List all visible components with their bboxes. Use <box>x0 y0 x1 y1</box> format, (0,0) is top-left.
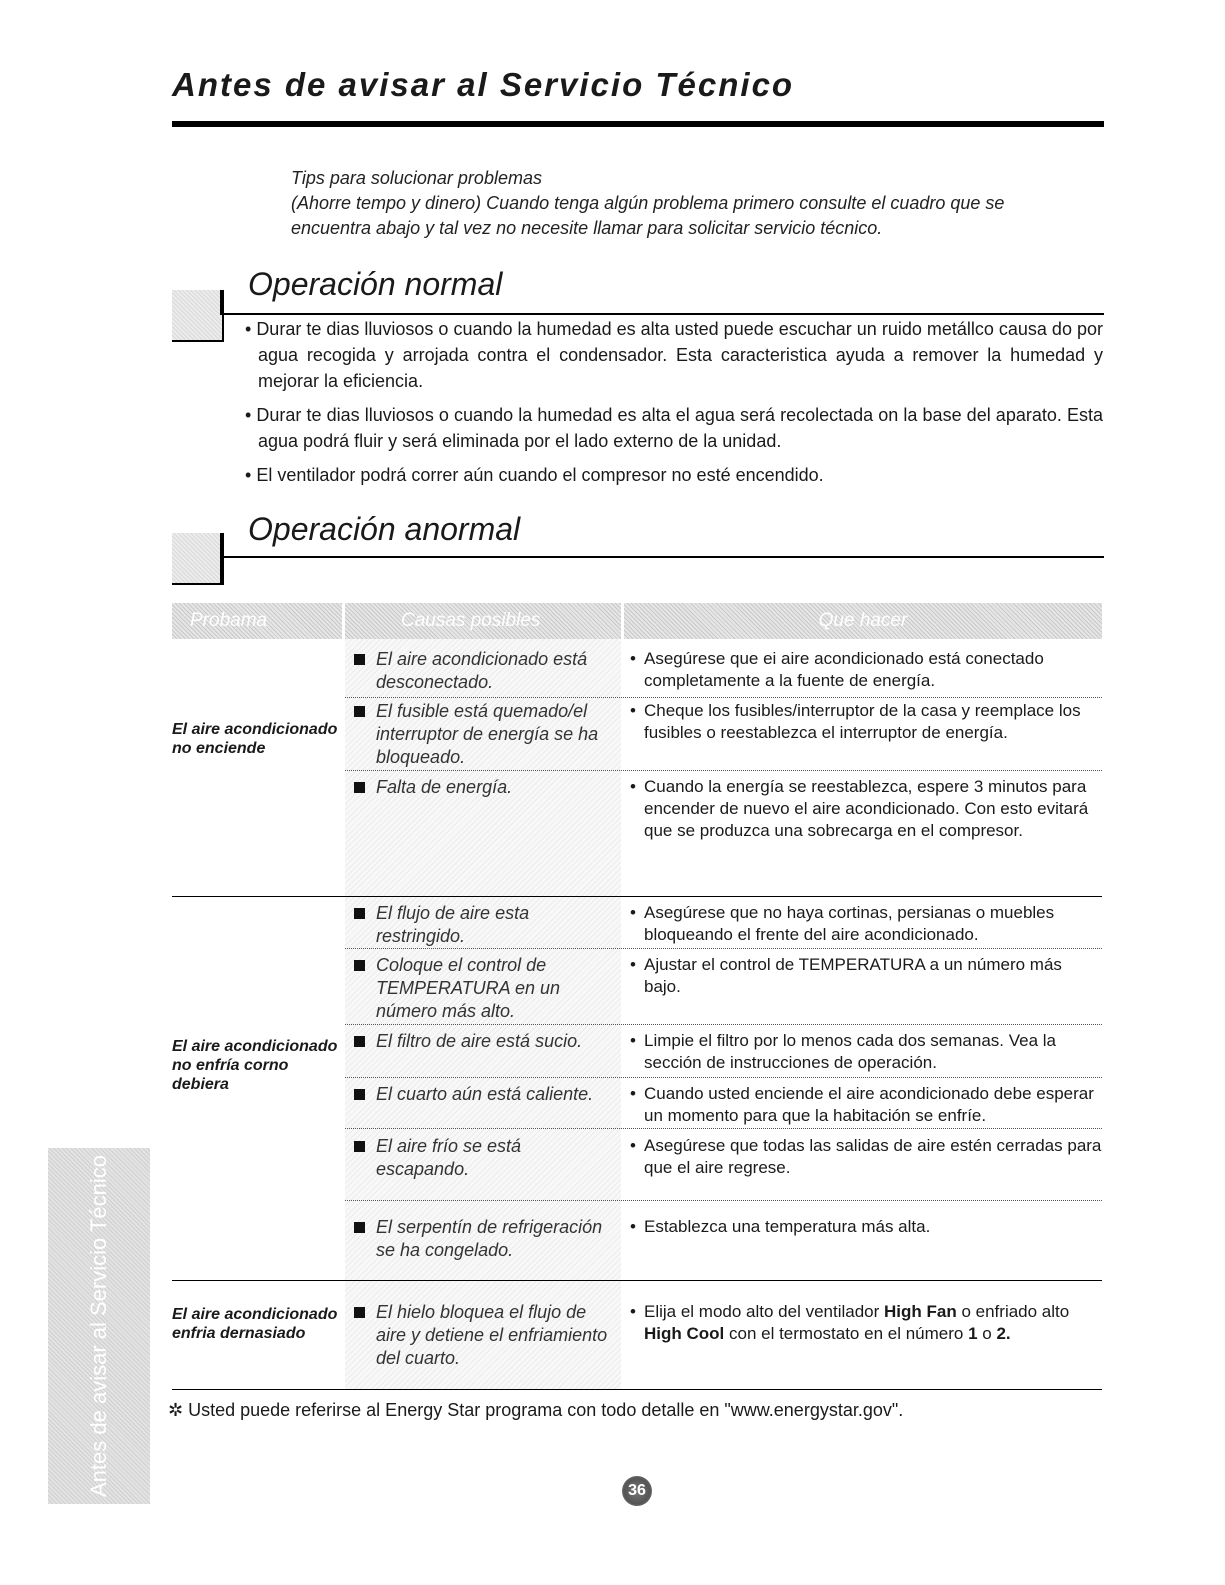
fix-mode-name: High Cool <box>644 1324 725 1343</box>
section-heading-normal: Operación normal <box>248 266 503 302</box>
cause-item: El aire acondicionado está desconectado. <box>352 648 614 694</box>
cause-item: El cuarto aún está caliente. <box>352 1083 614 1106</box>
fix-item: • Cuando usted enciende el aire acondicionado debe esperar un momento para que la habitación se enfríe. <box>630 1083 1102 1127</box>
intro-text <box>291 166 1091 241</box>
section-marker-stem <box>220 290 222 315</box>
intro-line: encuentra abajo y tal vez no necesite llamar para solicitar servicio técnico. <box>291 218 883 238</box>
intro-line: (Ahorre tempo y dinero) Cuando tenga algún problema primero consulte el cuadro que se <box>291 193 1005 213</box>
fix-item: • Asegúrese que todas las salidas de aire estén cerradas para que el aire regrese. <box>630 1135 1102 1179</box>
fix-text: Elija el modo alto del ventilador <box>644 1302 885 1321</box>
title-rule <box>172 121 1104 127</box>
cause-item: El hielo bloquea el flujo de aire y detiene el enfriamiento del cuarto. <box>352 1301 614 1370</box>
list-item: • Durar te dias lluviosos o cuando la humedad es alta el agua será recolectada on la base del aparato. Esta agua podrá fluir y será eliminada por el lado externo de la unidad. <box>245 402 1103 454</box>
list-item: • Durar te dias lluviosos o cuando la humedad es alta usted puede escuchar un ruido metállco causa do por agua recogida y arrojada contra el condensador. Esta caracteristica ayuda a remover la humedad y mejorar la eficiencia. <box>245 316 1103 394</box>
section-marker <box>172 533 224 585</box>
row-separator <box>345 1200 1102 1201</box>
intro-line: Tips para solucionar problemas <box>291 168 542 188</box>
group-separator <box>172 1280 1102 1281</box>
section-marker-stem <box>220 533 222 585</box>
section-marker <box>172 290 224 342</box>
energy-star-note: ✲ Usted puede referirse al Energy Star programa con todo detalle en "www.energystar.gov". <box>168 1400 904 1420</box>
row-separator <box>345 697 1102 698</box>
row-separator <box>345 1077 1102 1078</box>
fix-item: • Cuando la energía se reestablezca, espere 3 minutos para encender de nuevo el aire acondicionado. Con esto evitará que se produzca una sobrecarga en el compresor. <box>630 776 1102 842</box>
fix-item: • Asegúrese que ei aire acondicionado está conectado completamente a la fuente de energía. <box>630 648 1102 692</box>
table-header <box>172 603 1102 639</box>
section-rule <box>220 556 1104 558</box>
fix-item <box>630 1301 1102 1345</box>
section-heading-abnormal: Operación anormal <box>248 511 521 547</box>
problem-label: El aire acondicionado no enciende <box>172 721 338 757</box>
fix-item: • Cheque los fusibles/interruptor de la casa y reemplace los fusibles o reestablezca el interruptor de energía. <box>630 700 1102 744</box>
fix-item: • Ajustar el control de TEMPERATURA a un número más bajo. <box>630 954 1102 998</box>
group-separator <box>172 896 1102 897</box>
row-separator <box>345 1128 1102 1129</box>
normal-bullet-list <box>245 316 1103 496</box>
page-number-badge: 36 <box>622 1476 652 1506</box>
cause-item: El fusible está quemado/el interruptor de energía se ha bloqueado. <box>352 700 614 769</box>
row-separator <box>345 948 1102 949</box>
header-fix: Que hacer <box>624 603 1102 639</box>
fix-item: • Limpie el filtro por lo menos cada dos semanas. Vea la sección de instrucciones de operación. <box>630 1030 1102 1074</box>
section-rule <box>220 313 1104 315</box>
fix-text: o <box>977 1324 997 1343</box>
header-problem: Probama <box>172 603 342 639</box>
cause-item: Falta de energía. <box>352 776 614 799</box>
fix-setting-value: 1 <box>968 1324 978 1343</box>
cause-item: El filtro de aire está sucio. <box>352 1030 614 1053</box>
fix-text: con el termostato en el número <box>724 1324 969 1343</box>
cause-item: El flujo de aire esta restringido. <box>352 902 614 948</box>
fix-mode-name: High Fan <box>884 1302 957 1321</box>
cause-item: El aire frío se está escapando. <box>352 1135 614 1181</box>
header-causes: Causas posibles <box>345 603 621 639</box>
problem-label: El aire acondicionado enfria dernasiado <box>172 1306 338 1342</box>
fix-item: • Asegúrese que no haya cortinas, persianas o muebles bloqueando el frente del aire acondicionado. <box>630 902 1102 946</box>
side-tab-label: Antes de avisar al Servicio Técnico <box>86 1155 111 1497</box>
fix-setting-value: 2. <box>996 1324 1011 1343</box>
cause-item: El serpentín de refrigeración se ha congelado. <box>352 1216 614 1262</box>
page-title: Antes de avisar al Servicio Técnico <box>172 66 795 103</box>
problem-label: El aire acondicionado no enfría corno debiera <box>172 1038 338 1093</box>
fix-text: o enfriado alto <box>956 1302 1070 1321</box>
table-bottom-rule <box>172 1389 1102 1390</box>
cause-item: Coloque el control de TEMPERATURA en un número más alto. <box>352 954 614 1023</box>
fix-item: • Establezca una temperatura más alta. <box>630 1216 1102 1238</box>
list-item: • El ventilador podrá correr aún cuando el compresor no esté encendido. <box>245 462 1103 488</box>
row-separator <box>345 1024 1102 1025</box>
row-separator <box>345 770 1102 771</box>
